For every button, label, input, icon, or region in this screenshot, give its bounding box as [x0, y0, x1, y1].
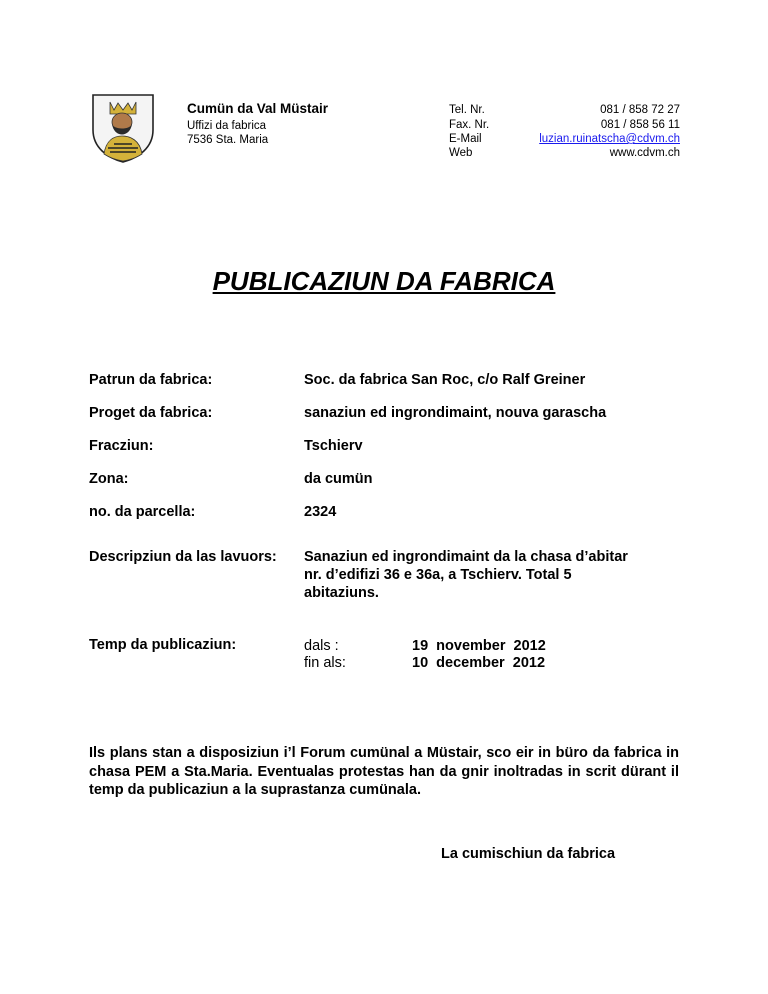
field-label-proget: Proget da fabrica:	[89, 405, 213, 421]
publication-to-label: fin als:	[304, 655, 346, 671]
contact-web: www.cdvm.ch	[609, 147, 680, 159]
field-value-fracziun: Tschierv	[304, 438, 363, 454]
field-value-descripziun-line-2: nr. d’edifizi 36 e 36a, a Tschierv. Total 5	[304, 567, 572, 583]
contact-label-fax: Fax. Nr.	[449, 119, 490, 131]
contact-label-phone: Tel. Nr.	[449, 104, 485, 116]
publication-to-date: 10 december 2012	[412, 655, 546, 671]
field-value-zona: da cumün	[304, 471, 373, 487]
field-label-fracziun: Fracziun:	[89, 438, 154, 454]
contact-label-web: Web	[449, 147, 473, 159]
contact-label-email: E-Mail	[449, 133, 482, 145]
contact-email-link[interactable]: luzian.ruinatscha@cdvm.ch	[539, 133, 680, 145]
organization-department: Uffizi da fabrica	[187, 120, 267, 132]
field-label-parcella: no. da parcella:	[89, 504, 196, 520]
field-label-temp: Temp da publicaziun:	[89, 637, 237, 653]
field-value-patrun: Soc. da fabrica San Roc, c/o Ralf Greiner	[304, 372, 586, 388]
notice-paragraph: Ils plans stan a disposiziun i’l Forum cumünal a Müstair, sco eir in büro da fabrica in chasa PEM a Sta.Maria. Eventualas protestas han da gnir inoltradas in scrit dürant il temp da publicaziun a la suprastanza cumünala.	[89, 745, 679, 798]
field-value-descripziun-line-1: Sanaziun ed ingrondimaint da la chasa d’abitar	[304, 549, 628, 565]
contact-phone: 081 / 858 72 27	[600, 104, 680, 116]
field-value-proget: sanaziun ed ingrondimaint, nouva garascha	[304, 405, 607, 421]
page-title: PUBLICAZIUN DA FABRICA	[212, 266, 556, 296]
field-label-zona: Zona:	[89, 471, 129, 487]
signature: La cumischiun da fabrica	[441, 846, 616, 862]
field-value-descripziun-line-3: abitaziuns.	[304, 585, 379, 601]
organization-name: Cumün da Val Müstair	[187, 101, 329, 116]
coat-of-arms-icon	[90, 92, 156, 164]
publication-from-label: dals :	[304, 638, 339, 654]
contact-fax: 081 / 858 56 11	[600, 119, 680, 131]
publication-from-date: 19 november 2012	[412, 638, 546, 654]
field-label-patrun: Patrun da fabrica:	[89, 372, 213, 388]
field-label-descripziun: Descripziun da las lavuors:	[89, 549, 277, 565]
organization-address: 7536 Sta. Maria	[187, 134, 269, 146]
field-value-parcella: 2324	[304, 504, 337, 520]
